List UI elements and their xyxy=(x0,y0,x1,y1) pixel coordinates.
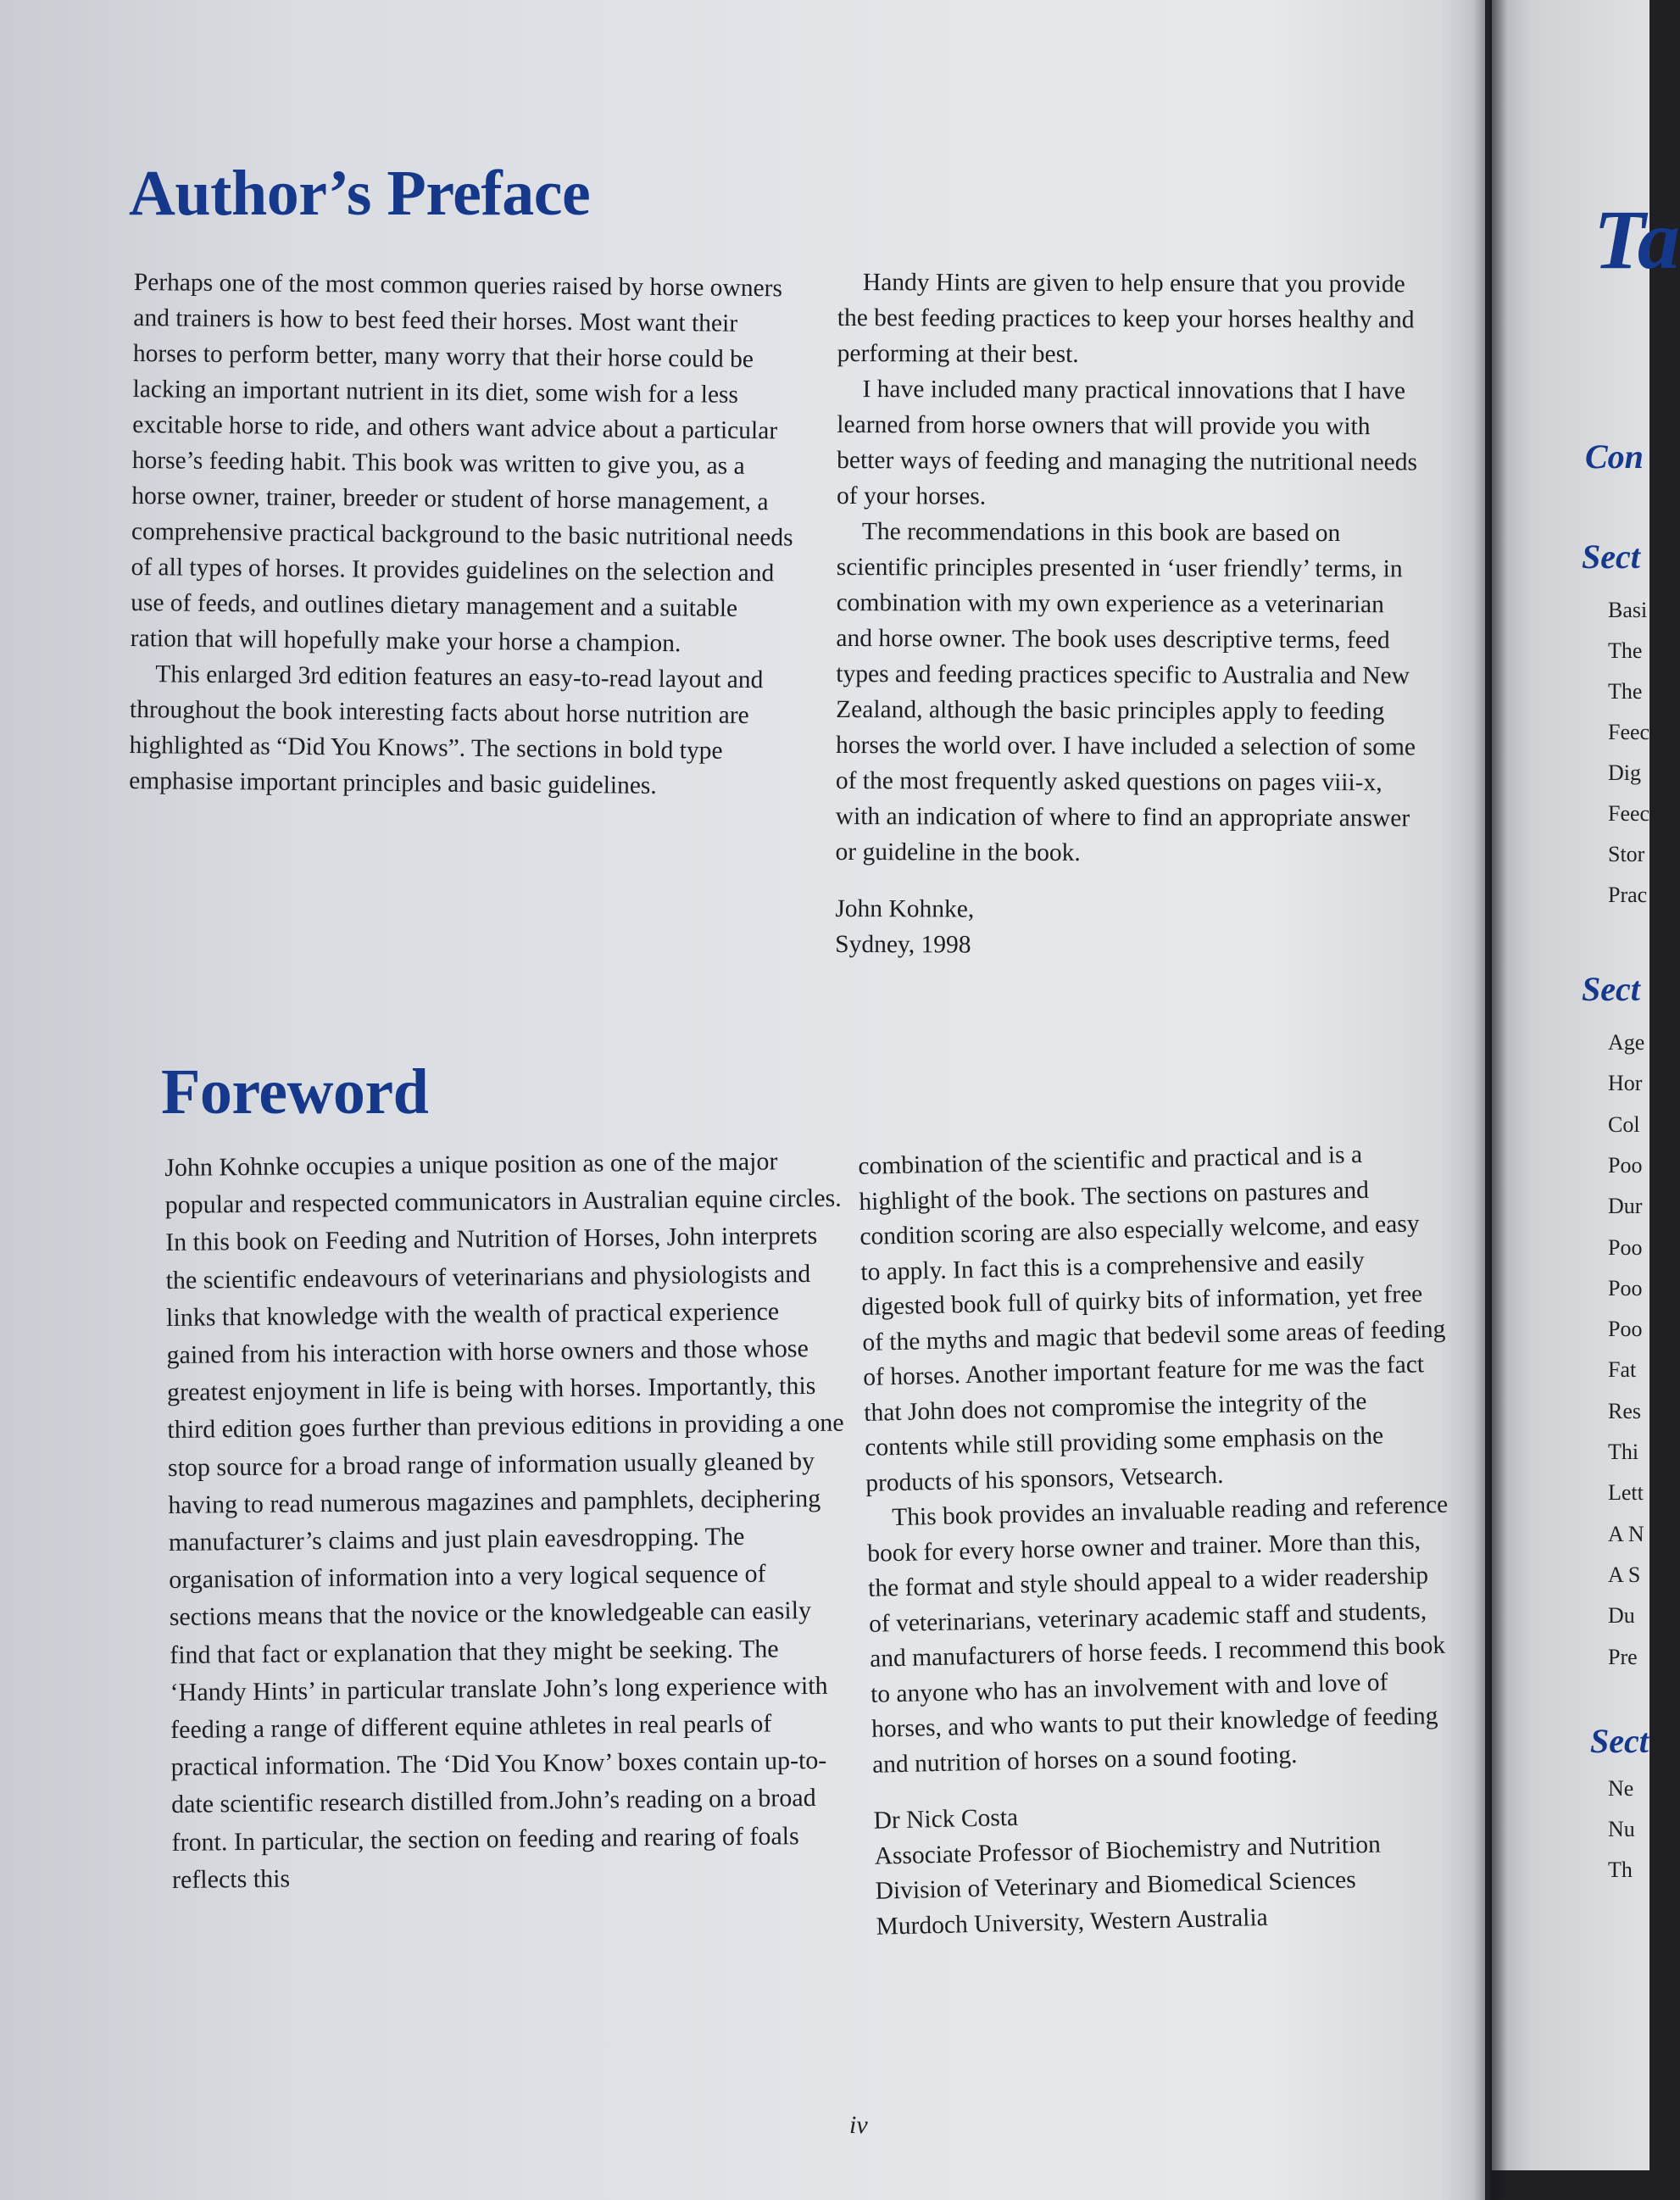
toc-item: Dur xyxy=(1608,1194,1643,1219)
facing-page-title: Ta xyxy=(1594,192,1680,287)
foreword-column-right xyxy=(858,1136,1461,1945)
toc-item: Prac xyxy=(1608,883,1648,907)
toc-item: The xyxy=(1608,638,1643,663)
toc-item: Fat xyxy=(1608,1357,1637,1383)
preface-paragraph: This enlarged 3rd edition features an easy-to-read layout and throughout the book interesting facts about horse nutrition are highlighted as “Did You Knows”. The sections in bold type emphasise important principles and basic guidelines. xyxy=(129,660,764,799)
toc-item: Ne xyxy=(1608,1776,1634,1801)
toc-item: The xyxy=(1608,679,1643,704)
foreword-paragraph: John Kohnke occupies a unique position as one of the major popular and respected communicators in Australian equine circles. In this book on Feeding and Nutrition of Horses, John interprets the scientific endeavours of veterinarians and physiologists and links that knowledge with the wealth of practical experience gained from his interaction with horse owners and those whose greatest enjoyment in life is being with horses. Importantly, this third edition goes further than previous editions in providing a one stop source for a broad range of information usually gleaned by having to read numerous magazines and pamphlets, deciphering manufacturer’s claims and just plain eavesdropping. The organisation of information into a very logical sequence of sections means that the novice or the knowledgeable can easily find that fact or explanation that they might be seeking. The ‘Handy Hints’ in particular translate John’s long experience with feeding a range of different equine athletes in real pearls of practical information. The ‘Did You Know’ boxes contain up-to-date scientific research distilled from.John’s reading on a broad front. In particular, the section on feeding and rearing of foals reflects this xyxy=(164,1147,844,1894)
toc-item: A S xyxy=(1608,1562,1641,1587)
toc-item: Age xyxy=(1608,1030,1645,1055)
foreword-paragraph: This book provides an invaluable reading and reference book for every horse owner and trainer. More than this, the format and style should appeal to a wider readership of veterinarians, veterinary academic staff and students, and manufacturers of horse feeds. I recommend this book to anyone who has an involvement with and love of horses, and who wants to put their knowledge of feeding and nutrition of horses on a sound footing. xyxy=(866,1490,1449,1779)
toc-item: Poo xyxy=(1608,1234,1643,1260)
signature-name: John Kohnke, xyxy=(835,894,975,923)
preface-paragraph: Handy Hints are given to help ensure that you provide the best feeding practices to keep your horses healthy and performing at their best. xyxy=(837,269,1415,368)
toc-item: Poo xyxy=(1608,1275,1643,1301)
toc-section-heading: Sect xyxy=(1590,1722,1649,1760)
preface-heading: Author’s Preface xyxy=(129,158,591,229)
preface-paragraph: The recommendations in this book are based on scientific principles presented in ‘user friendly’ terms, in combination with my own experience as a veterinarian and horse owner. The book uses descriptive terms, feed types and feeding practices specific to Australia and New Zealand, although the basic principles apply to feeding horses the world over. I have included a selection of some of the most frequently asked questions on pages viii-x, with an indication of where to find an appropriate answer or guideline in the book. xyxy=(835,518,1416,867)
preface-column-right xyxy=(835,265,1422,964)
toc-heading: Con xyxy=(1585,437,1644,476)
toc-item: Poo xyxy=(1608,1317,1643,1342)
foreword-heading: Foreword xyxy=(161,1056,429,1128)
foreword-column-left xyxy=(164,1143,850,1899)
toc-item: Hor xyxy=(1608,1071,1643,1096)
foreword-signature xyxy=(873,1791,1461,1945)
page-number: iv xyxy=(849,2111,868,2139)
toc-item: Feec xyxy=(1608,801,1650,826)
toc-item: Du xyxy=(1608,1603,1635,1629)
preface-paragraph: Perhaps one of the most common queries raised by horse owners and trainers is how to best feed their horses. Most want their horses to perform better, many worry that their horse could be lacking an important nutrient in its diet, some wish for a less excitable horse to ride, and others want advice about a particular horse’s feeding habit. This book was written to give you, as a horse owner, trainer, breeder or student of horse management, a comprehensive practical background to the basic nutritional needs of all types of horses. It provides guidelines on the selection and use of feeds, and outlines dietary management and a suitable ration that will hopefully make your horse a champion. xyxy=(130,268,793,658)
toc-item: Th xyxy=(1608,1857,1633,1882)
signature-line: Dr Nick Costa xyxy=(873,1803,1019,1835)
signature-line: Division of Veterinary and Biomedical Sciences xyxy=(875,1866,1357,1905)
toc-item: Col xyxy=(1608,1111,1640,1137)
preface-column-left xyxy=(129,265,804,805)
toc-item: Res xyxy=(1608,1398,1641,1423)
toc-item: Thi xyxy=(1608,1440,1639,1464)
toc-item: Poo xyxy=(1608,1152,1643,1178)
toc-item: Pre xyxy=(1608,1644,1638,1669)
toc-item: Dig xyxy=(1608,760,1641,785)
book-spine-shadow xyxy=(1473,0,1507,2200)
toc-item: Nu xyxy=(1608,1817,1635,1841)
toc-item: Lett xyxy=(1608,1480,1644,1506)
toc-section-heading: Sect xyxy=(1582,537,1640,576)
toc-item: Stor xyxy=(1608,842,1645,866)
preface-paragraph: I have included many practical innovations that I have learned from horse owners that will provide you with better ways of feeding and managing the nutritional needs of your horses. xyxy=(836,376,1418,510)
toc-item: Feec xyxy=(1608,720,1650,744)
signature-line: Associate Professor of Biochemistry and Nutrition xyxy=(874,1830,1382,1870)
toc-item: A N xyxy=(1608,1521,1644,1546)
preface-signature xyxy=(835,891,1420,964)
toc-section-heading: Sect xyxy=(1582,970,1640,1008)
signature-line: Murdoch University, Western Australia xyxy=(876,1903,1269,1941)
toc-item: Basi xyxy=(1608,598,1648,622)
signature-place: Sydney, 1998 xyxy=(835,930,971,959)
foreword-paragraph: combination of the scientific and practical and is a highlight of the book. The sections on pastures and condition scoring are also especially welcome, and easy to apply. In fact this is a comprehensive and easily digested book full of quirky bits of information, yet free of the myths and magic that bedevil some areas of feeding of horses. Another important feature for me was the fact that John does not compromise the integrity of the contents while still providing some emphasis on the products of his sponsors, Vetsearch. xyxy=(858,1140,1446,1497)
